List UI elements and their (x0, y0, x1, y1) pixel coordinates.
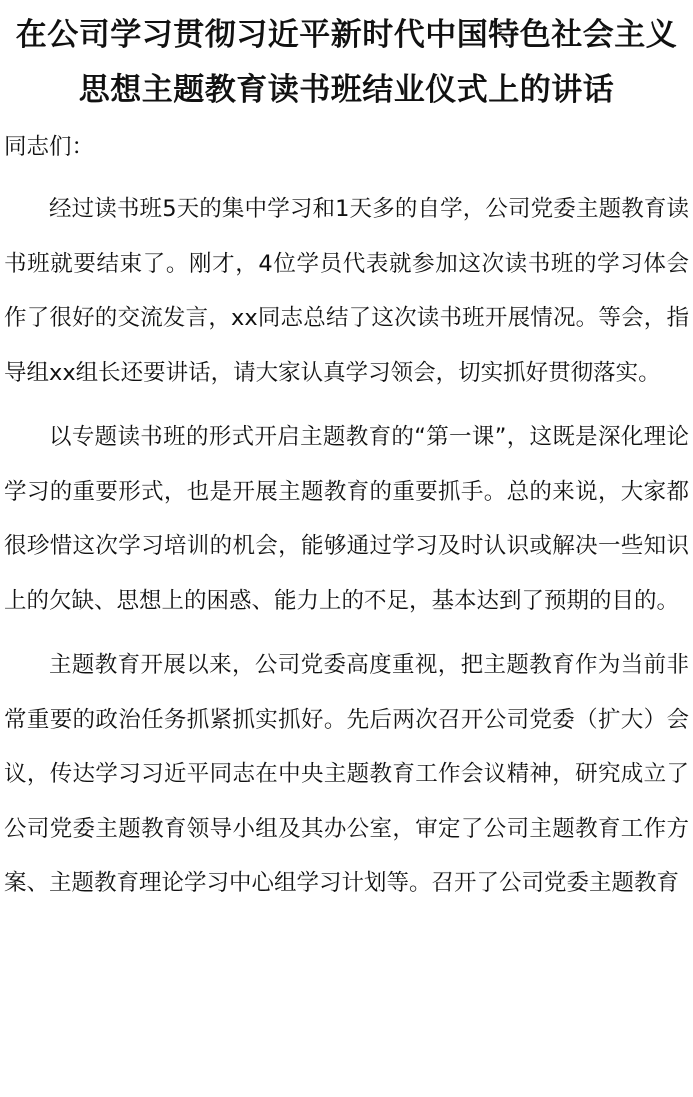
paragraph-3: 主题教育开展以来，公司党委高度重视，把主题教育作为当前非常重要的政治任务抓紧抓实抓好。先后两次召开公司党委（扩大）会议，传达学习习近平同志在中央主题教育工作会议精神，研究成立了公司党委主题教育领导小组及其办公室，审定了公司主题教育工作方案、主题教育理论学习中心组学习计划等。召开了公司党委主题教育 (4, 652, 689, 896)
greeting: 同志们： (4, 134, 95, 160)
document-title: 在公司学习贯彻习近平新时代中国特色社会主义思想主题教育读书班结业仪式上的讲话 (15, 17, 678, 108)
paragraph-2: 以专题读书班的形式开启主题教育的“第一课”，这既是深化理论学习的重要形式，也是开展主题教育的重要抓手。总的来说，大家都很珍惜这次学习培训的机会，能够通过学习及时认识或解决一些知识上的欠缺、思想上的困惑、能力上的不足，基本达到了预期的目的。 (4, 424, 689, 614)
paragraph-1: 经过读书班5天的集中学习和1天多的自学，公司党委主题教育读书班就要结束了。刚才，4位学员代表就参加这次读书班的学习体会作了很好的交流发言，xx同志总结了这次读书班开展情况。等会，指导组xx组长还要讲话，请大家认真学习领会，切实抓好贯彻落实。 (4, 196, 689, 386)
